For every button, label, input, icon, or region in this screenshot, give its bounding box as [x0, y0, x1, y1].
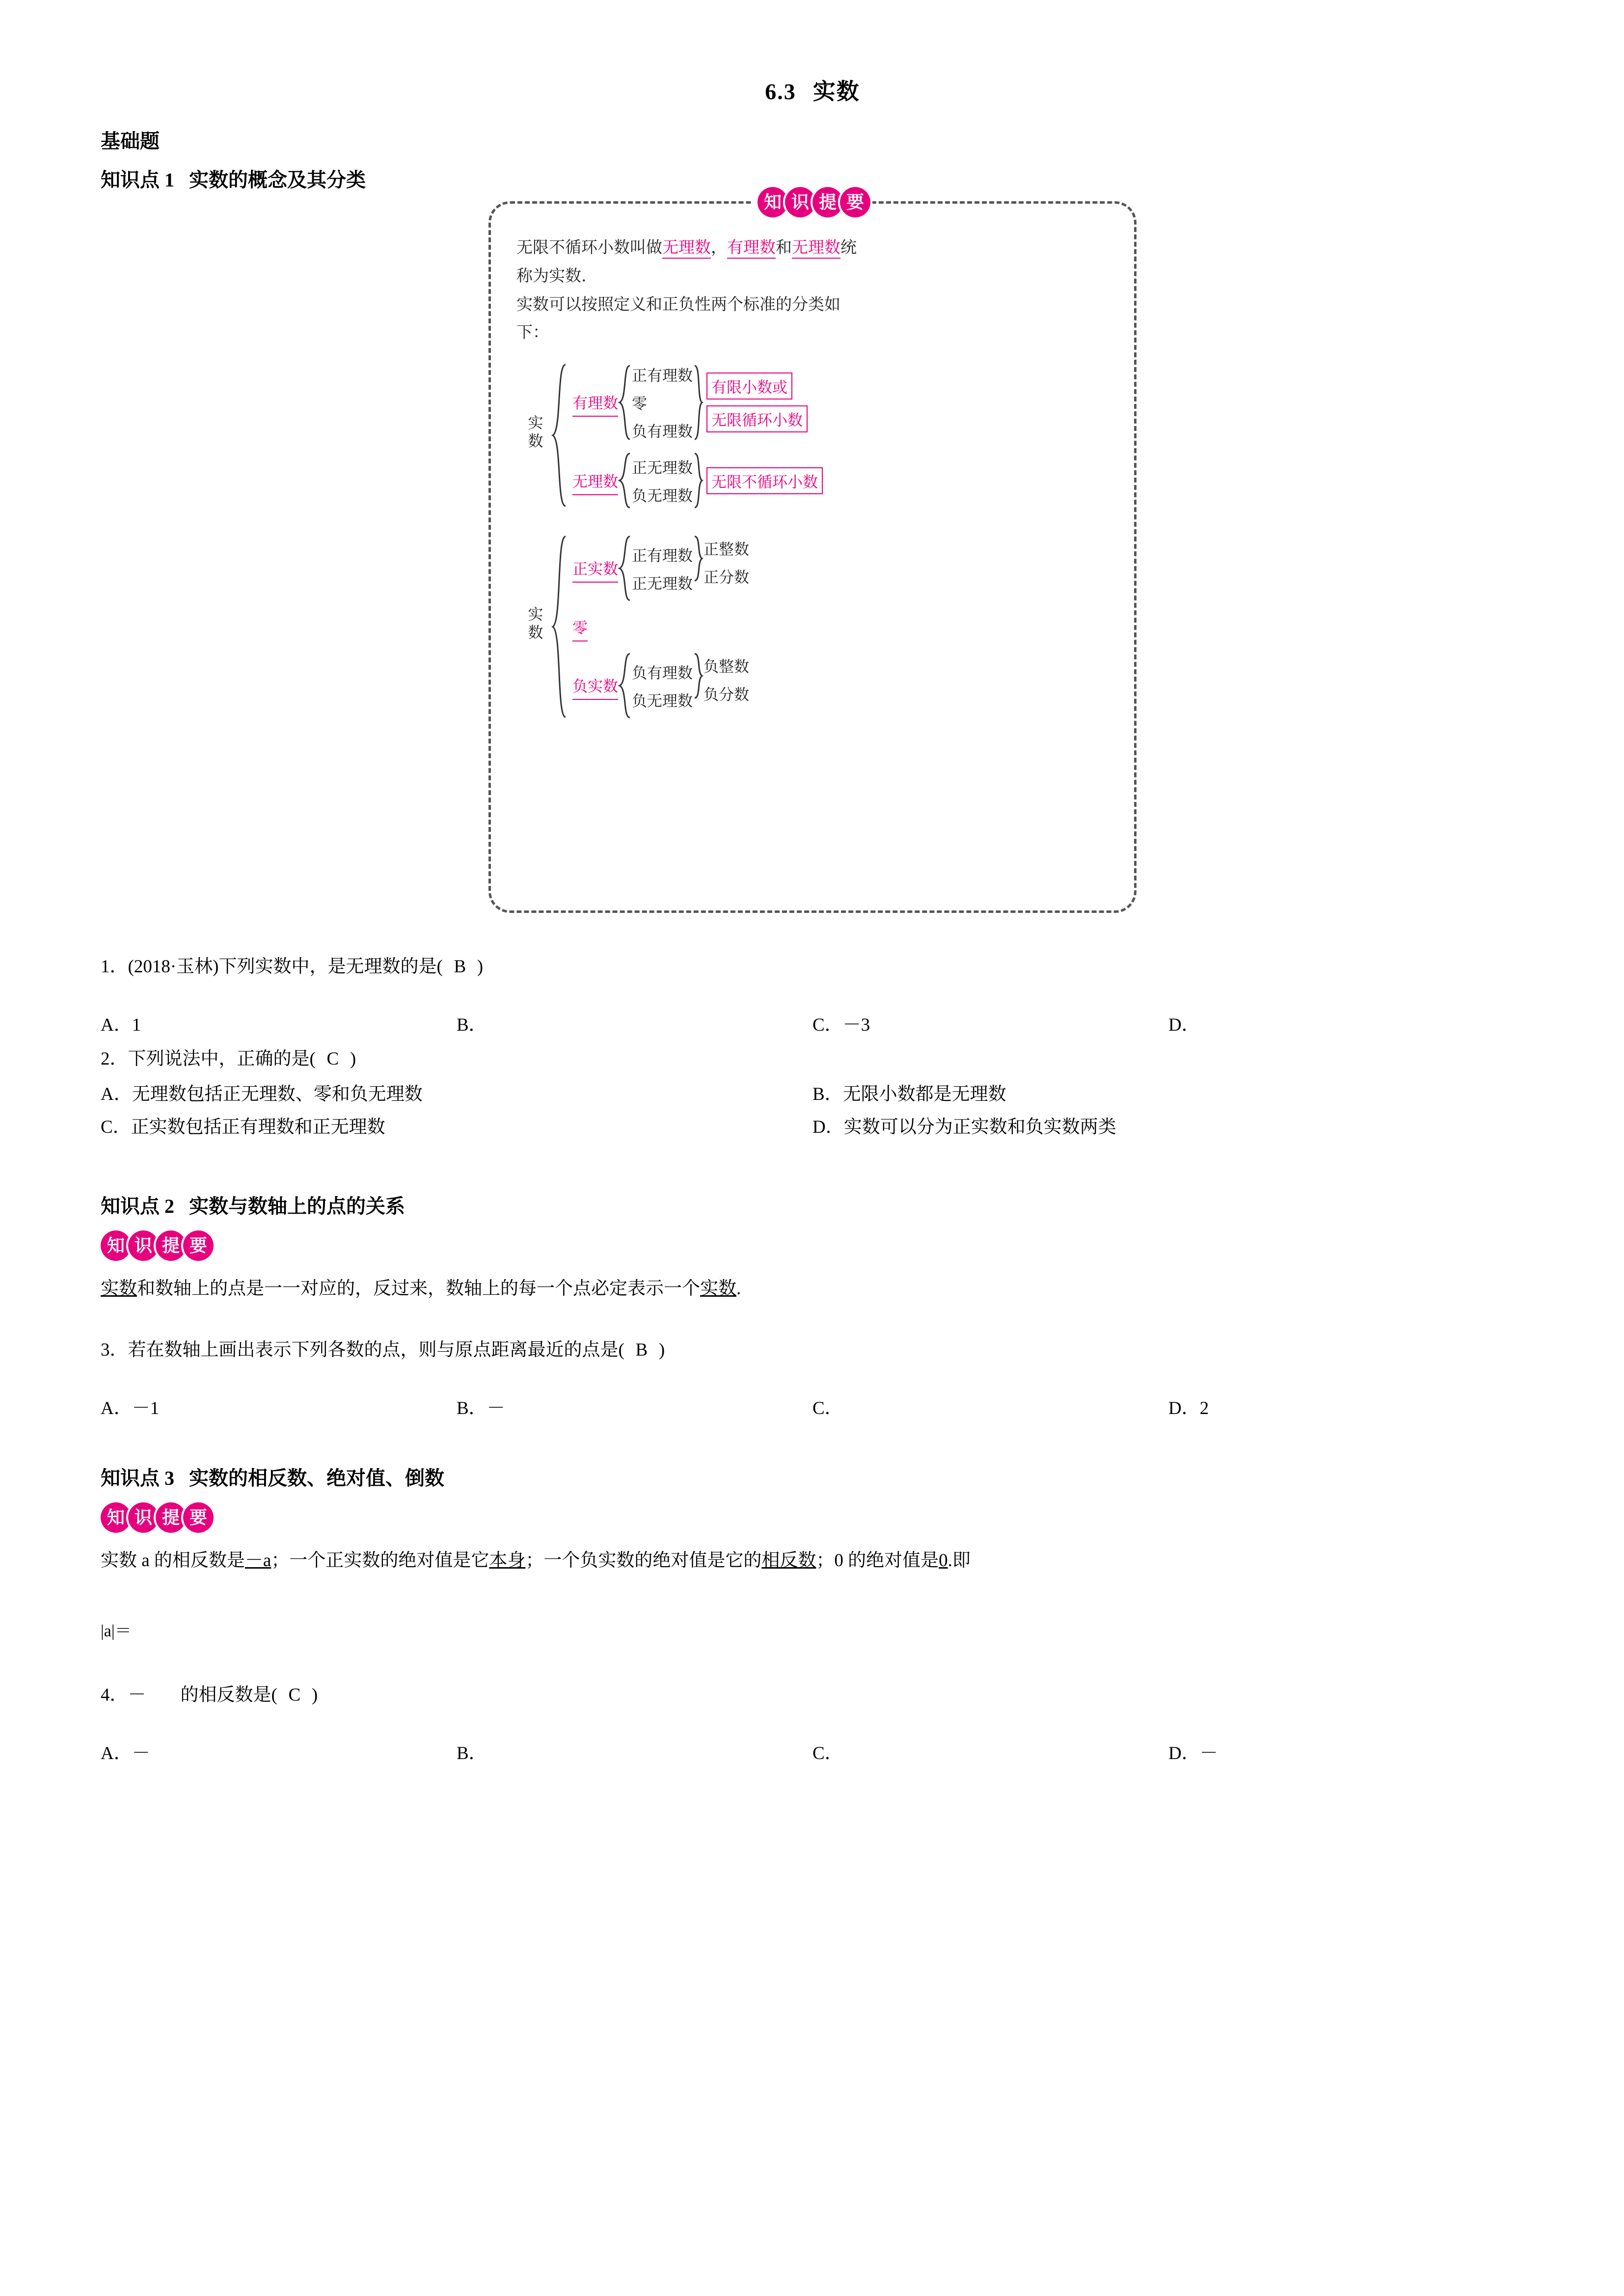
kbox1-term-youli: 有理数 — [727, 238, 776, 259]
q4-opt-d-label: D． — [1168, 1743, 1200, 1764]
q4-opt-a-value: － — [132, 1743, 150, 1764]
classification-tree-1 — [516, 360, 1109, 510]
knowledge-badge-2 — [101, 1230, 1524, 1261]
q2-number: 2． — [101, 1049, 128, 1069]
q2-opt-c-label: C． — [101, 1117, 131, 1137]
question-4-options — [101, 1739, 1524, 1768]
q3-opt-a-label: A． — [101, 1398, 132, 1419]
q3-answer: B — [635, 1340, 648, 1361]
kbox1-line3: 实数可以按照定义和正负性两个标准的分类如 — [516, 294, 840, 314]
q2-opt-a-value: 无理数包括正无理数、零和负无理数 — [132, 1084, 423, 1104]
q1-option-b — [457, 1011, 812, 1040]
q4-option-c — [812, 1739, 1168, 1768]
kp3-note-blank4: 0 — [939, 1550, 948, 1571]
tree1-b1-result-0: 有限小数或 — [706, 373, 792, 400]
kp3-label: 知识点 3 — [101, 1467, 174, 1489]
absolute-value-formula: |a|＝ — [101, 1622, 132, 1640]
tree2-root-label: 实数 — [525, 606, 543, 643]
badge3-char-yao: 要 — [183, 1502, 214, 1533]
q3-text: 若在数轴上画出表示下列各数的点，则与原点距离最近的点是( — [128, 1340, 624, 1361]
tree1-brace-b1 — [618, 363, 632, 442]
tree2-b3-sub-0: 负整数 — [704, 658, 749, 676]
q3-opt-b-label: B． — [457, 1398, 487, 1419]
q4-number: 4． — [101, 1684, 128, 1705]
kbox1-line1-b: 统 — [840, 238, 857, 257]
tree1-brace-b2 — [618, 451, 632, 510]
badge2-char-ti: 提 — [156, 1230, 186, 1261]
title-text: 实数 — [812, 79, 860, 104]
q4-opt-a-label: A． — [101, 1743, 132, 1764]
q1-option-a — [101, 1011, 457, 1040]
q2-answer: C — [326, 1049, 339, 1069]
kp1-title: 实数的概念及其分类 — [189, 169, 366, 191]
kbox1-comma: ， — [711, 238, 727, 257]
q2-opt-a-label: A． — [101, 1084, 132, 1104]
badge2-char-yao: 要 — [183, 1230, 214, 1261]
q4-text-a: － — [128, 1684, 146, 1705]
tree1-b1-item-0: 正有理数 — [632, 367, 693, 385]
q1-option-c — [812, 1011, 1168, 1040]
kp3-title: 实数的相反数、绝对值、倒数 — [189, 1467, 444, 1489]
badge3-char-shi: 识 — [128, 1502, 159, 1533]
q1-option-d — [1168, 1011, 1524, 1040]
tree1-root — [516, 415, 551, 456]
q4-answer: C — [288, 1684, 301, 1705]
q1-opt-c-value: －3 — [842, 1015, 870, 1036]
q2-option-b — [812, 1080, 1524, 1109]
tree1-root-label: 实数 — [525, 414, 543, 451]
tree2-b3-sub-1: 负分数 — [704, 686, 749, 704]
tree1-b1-item-1: 零 — [632, 395, 647, 413]
tree2-b3-item-0: 负有理数 — [632, 664, 693, 682]
tree2-b1-label: 正实数 — [572, 554, 618, 583]
tree1-branch2-label: 无理数 — [572, 466, 618, 495]
tree2-b3-item-1: 负无理数 — [632, 692, 693, 710]
tree2-root — [516, 606, 551, 647]
kbox1-term-wuli: 无理数 — [662, 238, 711, 259]
tree2-brace-b3 — [618, 651, 632, 720]
q1-opt-c-label: C． — [812, 1015, 843, 1036]
badge-char-ti: 提 — [812, 187, 843, 217]
kbox1-term-wuli2: 无理数 — [792, 238, 840, 259]
tree1-brace-main — [551, 362, 568, 509]
question-1-options — [101, 1011, 1524, 1040]
kp3-note-p5: .即 — [947, 1550, 971, 1571]
q2-opt-c-value: 正实数包括正有理数和正无理数 — [131, 1117, 385, 1137]
question-3-options — [101, 1394, 1524, 1423]
tree1-brace-b2-result — [693, 451, 704, 510]
q1-opt-d-label: D． — [1168, 1015, 1200, 1036]
kp2-note-period: . — [736, 1278, 741, 1299]
q4-text-b: 的相反数是( — [180, 1684, 277, 1705]
tree1-branch1-label: 有理数 — [572, 388, 618, 417]
kp2-label: 知识点 2 — [101, 1195, 174, 1217]
kp3-note-p1: 实数 a 的相反数是 — [101, 1550, 245, 1571]
q3-opt-d-label: D． — [1168, 1398, 1200, 1419]
q2-option-c — [101, 1113, 812, 1142]
question-4 — [101, 1681, 1524, 1709]
q2-option-a — [101, 1080, 812, 1109]
title-number: 6.3 — [765, 79, 796, 104]
tree2-brace-b3-sub — [693, 651, 704, 700]
kp3-note-p4: ；0 的绝对值是 — [816, 1550, 939, 1571]
kp3-note-p2: ；一个正实数的绝对值是它 — [271, 1550, 489, 1571]
kbox1-line1-a: 无限不循环小数叫做 — [516, 238, 662, 257]
tree1-b2-item-0: 正无理数 — [632, 459, 693, 477]
tree2-brace-b1-sub — [693, 534, 704, 583]
tree2-brace-main — [551, 534, 568, 720]
badge-char-shi: 识 — [785, 187, 815, 217]
tree2-b1-item-0: 正有理数 — [632, 547, 693, 565]
tree1-b1-result-1: 无限循环小数 — [706, 405, 808, 432]
kbox1-line4: 下： — [516, 322, 549, 342]
tree1-b2-item-1: 负无理数 — [632, 487, 693, 505]
kp2-note-blank1: 实数 — [101, 1278, 137, 1299]
q1-answer: B — [454, 957, 466, 977]
question-2-options-row2 — [101, 1113, 1524, 1142]
q3-option-a — [101, 1394, 457, 1423]
q2-option-d — [812, 1113, 1524, 1142]
kp3-note-blank1: －a — [244, 1550, 271, 1571]
knowledge-badge-1 — [753, 187, 872, 217]
q3-option-b — [457, 1394, 812, 1423]
q3-option-c — [812, 1394, 1168, 1423]
kp3-note-blank3: 相反数 — [761, 1550, 816, 1571]
badge-char-zhi: 知 — [758, 187, 788, 217]
question-3 — [101, 1335, 1524, 1364]
knowledge-point-3-heading — [101, 1463, 1524, 1491]
classification-tree-2 — [516, 534, 1109, 720]
kbox1-text — [516, 233, 1109, 347]
q3-opt-a-value: －1 — [132, 1398, 160, 1419]
kp2-note-blank2: 实数 — [700, 1278, 736, 1299]
kp3-note — [101, 1544, 1524, 1578]
q3-opt-c-label: C． — [812, 1398, 843, 1419]
section-heading: 基础题 — [101, 130, 160, 152]
q2-close: ) — [350, 1049, 356, 1069]
badge3-char-zhi: 知 — [101, 1502, 131, 1533]
tree1-b1-item-2: 负有理数 — [632, 423, 693, 441]
tree2-b1-sub-0: 正整数 — [704, 540, 749, 559]
tree2-b3-label: 负实数 — [572, 671, 618, 700]
kbox1-line2: 称为实数. — [516, 266, 587, 285]
q2-opt-b-label: B． — [812, 1084, 843, 1104]
q4-opt-c-label: C． — [812, 1743, 843, 1764]
tree2-b1-sub-1: 正分数 — [704, 568, 749, 587]
q3-close: ) — [658, 1340, 665, 1361]
q4-option-d — [1168, 1739, 1524, 1768]
kp3-note-p3: ；一个负实数的绝对值是它的 — [525, 1550, 762, 1571]
q4-close: ) — [311, 1684, 318, 1705]
q1-opt-b-label: B． — [457, 1015, 487, 1036]
page-title — [101, 74, 1524, 106]
q3-opt-d-value: 2 — [1199, 1398, 1209, 1419]
q4-option-b — [457, 1739, 812, 1768]
tree2-b2-label: 零 — [572, 613, 588, 641]
q1-number: 1． — [101, 957, 128, 977]
badge2-char-shi: 识 — [128, 1230, 159, 1261]
q1-close: ) — [477, 957, 484, 977]
q2-opt-d-value: 实数可以分为正实数和负实数两类 — [843, 1117, 1116, 1137]
badge2-char-zhi: 知 — [101, 1230, 131, 1261]
knowledge-summary-box-1 — [488, 192, 1137, 913]
kp2-note-body: 和数轴上的点是一一对应的，反过来，数轴上的每一个点必定表示一个 — [137, 1278, 700, 1299]
question-2 — [101, 1044, 1524, 1073]
q4-option-a — [101, 1739, 457, 1768]
q1-opt-a-value: 1 — [132, 1015, 141, 1036]
q2-opt-b-value: 无限小数都是无理数 — [842, 1084, 1006, 1104]
kp2-title: 实数与数轴上的点的关系 — [189, 1195, 405, 1217]
badge-char-yao: 要 — [840, 187, 870, 217]
q2-text: 下列说法中，正确的是( — [128, 1049, 316, 1069]
tree1-b2-result-0: 无限不循环小数 — [706, 467, 823, 494]
kbox1-and: 和 — [776, 238, 792, 257]
kp2-note — [101, 1272, 1524, 1306]
tree2-brace-b1 — [618, 534, 632, 603]
q4-opt-b-label: B． — [457, 1743, 487, 1764]
kp1-label: 知识点 1 — [101, 169, 174, 191]
q3-opt-b-value: － — [487, 1398, 505, 1419]
kp3-note-blank2: 本身 — [489, 1550, 526, 1571]
tree1-brace-b1-result — [693, 363, 704, 442]
question-1 — [101, 952, 1524, 981]
q3-number: 3． — [101, 1340, 128, 1361]
q2-opt-d-label: D． — [812, 1117, 844, 1137]
q3-option-d — [1168, 1394, 1524, 1423]
q1-text: (2018·玉林)下列实数中，是无理数的是( — [128, 957, 443, 977]
tree2-b1-item-1: 正无理数 — [632, 575, 693, 593]
badge3-char-ti: 提 — [156, 1502, 186, 1533]
knowledge-point-2-heading — [101, 1191, 1524, 1219]
knowledge-badge-3 — [101, 1502, 1524, 1533]
q1-opt-a-label: A． — [101, 1015, 132, 1036]
q4-opt-d-value: － — [1199, 1743, 1218, 1764]
question-2-options-row1 — [101, 1080, 1524, 1109]
